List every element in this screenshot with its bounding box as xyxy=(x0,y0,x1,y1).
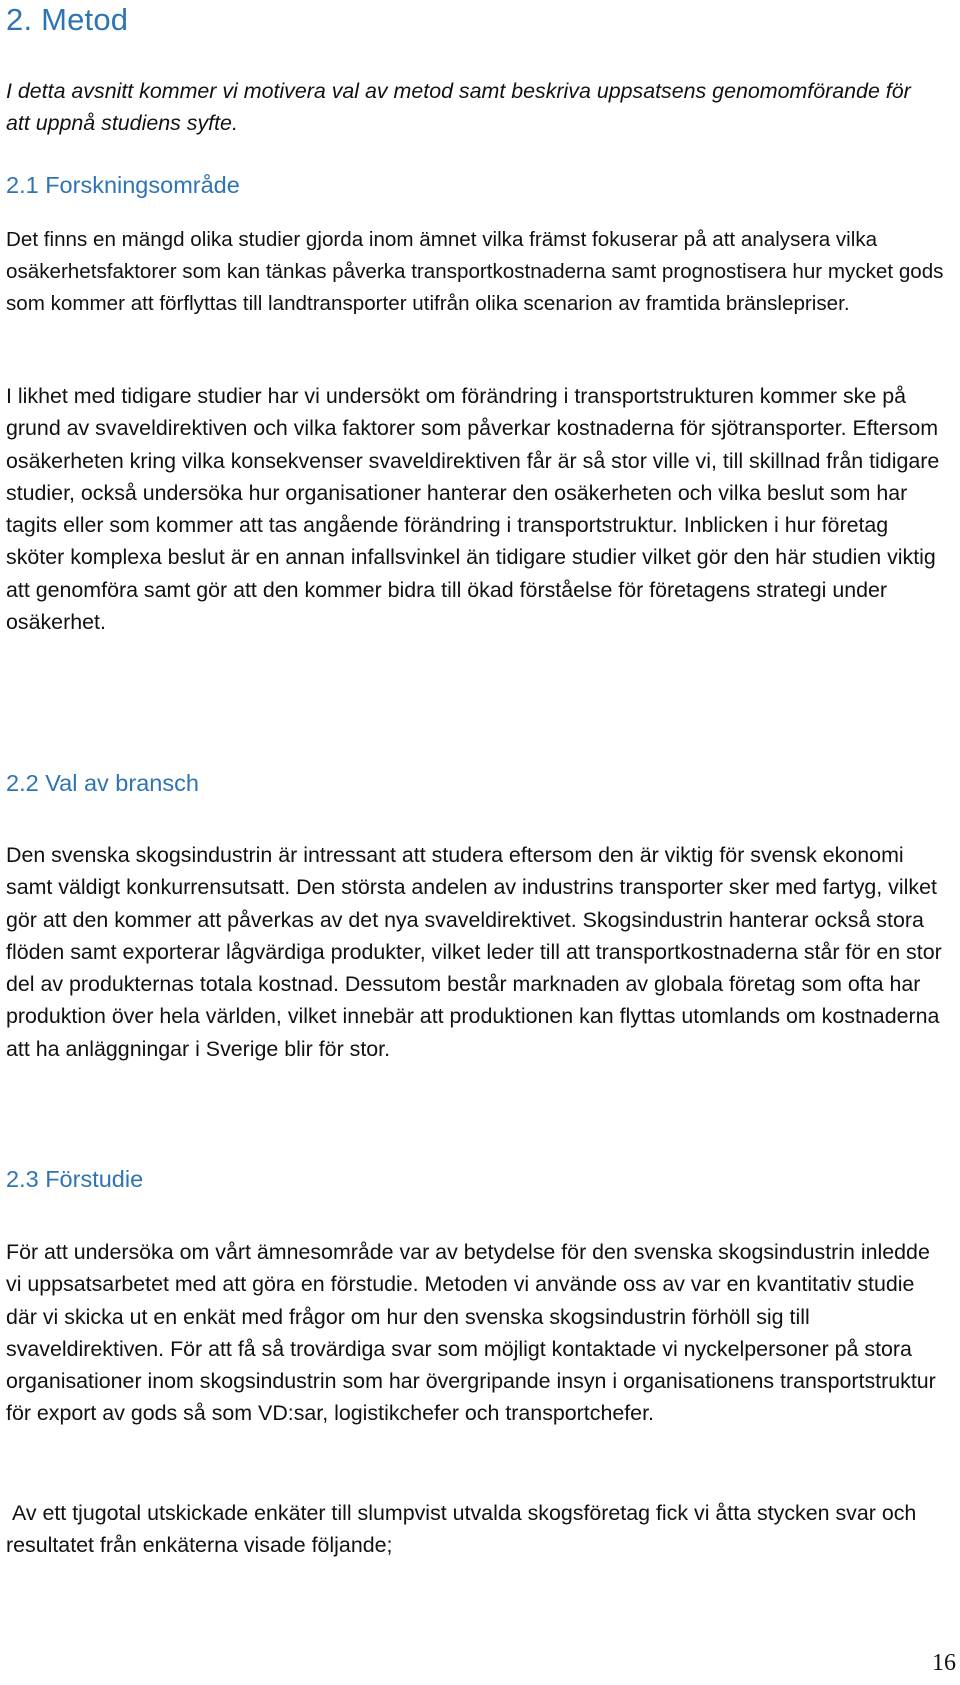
page-number: 16 xyxy=(932,1650,956,1676)
paragraph: För att undersöka om vårt ämnesområde var av betydelse för den svenska skogsindustrin inledde vi uppsatsarbetet med att göra en förstudie. Metoden vi använde oss av var en kvantitativ studie där vi skicka ut en enkät med frågor om hur den svenska skogsindustrin förhöll sig till svaveldirektiven. För att få så trovärdiga svar som möjligt kontaktade vi nyckelpersoner på stora organisationer inom skogsindustrin som har övergripande insyn i organisationens transportstruktur för export av gods så som VD:sar, logistikchefer och transportchefer. xyxy=(6,1240,936,1426)
paragraph: Av ett tjugotal utskickade enkäter till slumpvist utvalda skogsföretag fick vi åtta stycken svar och resultatet från enkäterna visade följande; xyxy=(6,1501,923,1558)
paragraph: Det finns en mängd olika studier gjorda inom ämnet vilka främst fokuserar på att analysera vilka osäkerhetsfaktorer som kan tänkas påverka transportkostnaderna samt prognostisera hur mycket gods som kommer att förflyttas till landtransporter utifrån olika scenarion av framtida bränslepriser. xyxy=(6,228,944,315)
paragraph: I likhet med tidigare studier har vi undersökt om förändring i transportstrukturen kommer ske på grund av svaveldirektiven och vilka faktorer som påverkar kostnaderna för sjötransporter. Eftersom osäkerheten kring vilka konsekvenser svaveldirektiven får är så stor ville vi, till skillnad från tidigare studier, också undersöka hur organisationer hanterar den osäkerheten och vilka beslut som har tagits eller som kommer att tas angående förändring i transportstruktur. Inblicken i hur företag sköter komplexa beslut är en annan infallsvinkel än tidigare studier vilket gör den här studien viktig att genomföra samt gör att den kommer bidra till ökad förståelse för företagens strategi under osäkerhet. xyxy=(6,384,940,635)
section-heading-forstudie: 2.3 Förstudie xyxy=(6,1166,144,1192)
paragraph: Den svenska skogsindustrin är intressant att studera eftersom den är viktig för svensk ekonomi samt väldigt konkurrensutsatt. Den största andelen av industrins transporter sker med fartyg, vilket gör att den kommer att påverkas av det nya svaveldirektivet. Skogsindustrin hanterar också stora flöden samt exporterar lågvärdiga produkter, vilket leder till att transportkostnaderna står för en stor del av produkternas totala kostnad. Dessutom består marknaden av globala företag som ofta har produktion över hela världen, vilket innebär att produktionen kan flyttas utomlands om kostnaderna att ha anläggningar i Sverige blir för stor. xyxy=(6,843,942,1061)
chapter-heading: 2. Metod xyxy=(6,2,129,37)
chapter-intro: I detta avsnitt kommer vi motivera val av metod samt beskriva uppsatsens genomomförande för att uppnå studiens syfte. xyxy=(6,79,911,135)
section-heading-forskningsomrade: 2.1 Forskningsområde xyxy=(6,172,240,198)
section-heading-val-av-bransch: 2.2 Val av bransch xyxy=(6,770,199,796)
